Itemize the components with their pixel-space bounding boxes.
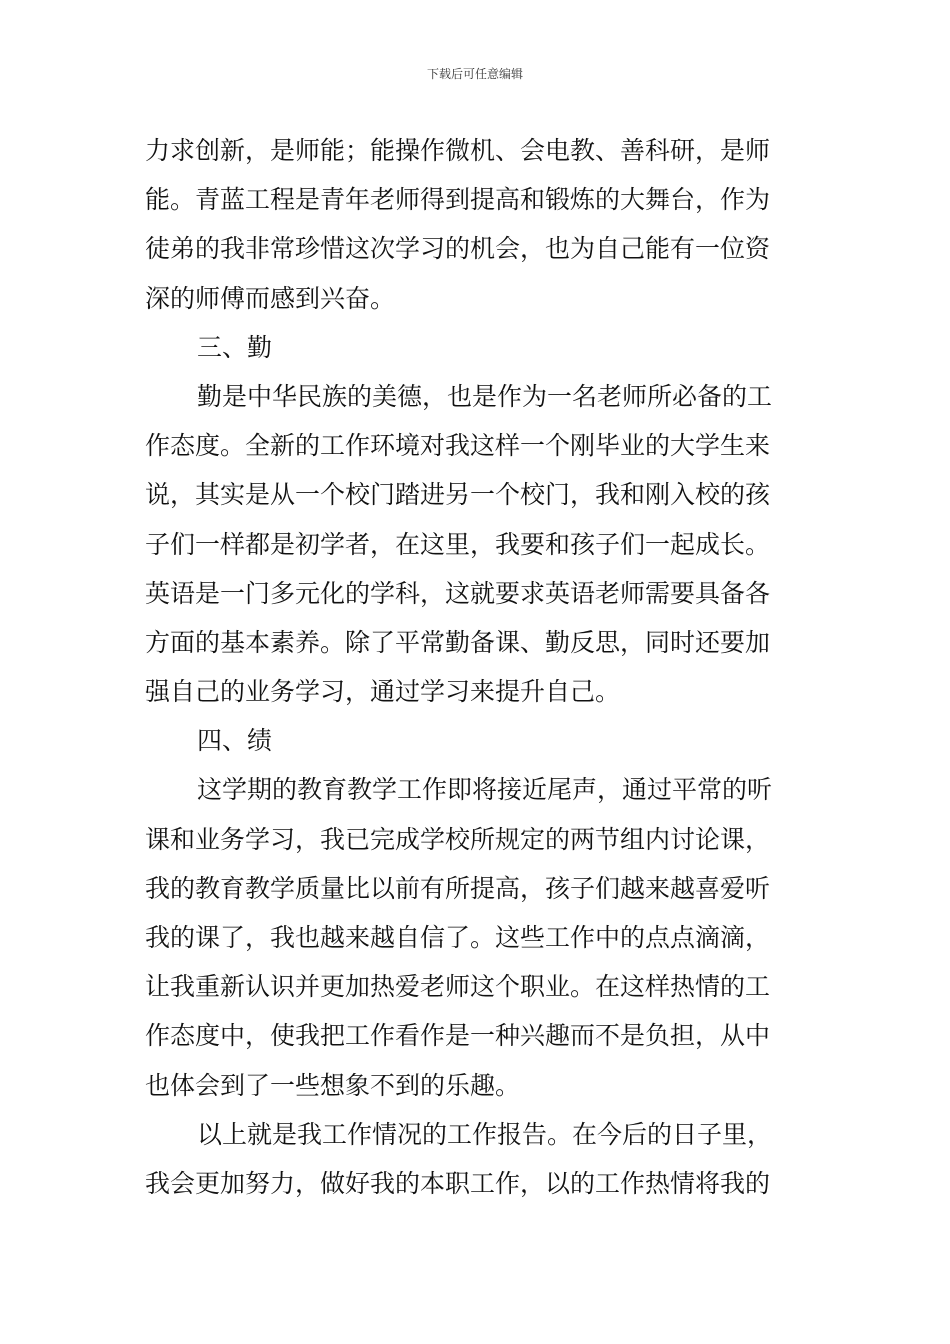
section-heading: 四、绩 — [197, 726, 273, 756]
body-line: 强自己的业务学习，通过学习来提升自己。 — [145, 677, 621, 707]
body-line: 我会更加努力，做好我的本职工作，以的工作热情将我的 — [145, 1168, 771, 1198]
body-line: 作态度。全新的工作环境对我这样一个刚毕业的大学生来 — [145, 431, 771, 461]
document-body — [145, 126, 810, 1208]
body-line: 课和业务学习，我已完成学校所规定的两节组内讨论课， — [145, 824, 771, 854]
page-header: 下载后可任意编辑 — [426, 67, 523, 81]
body-line: 方面的基本素养。除了平常勤备课、勤反思，同时还要加 — [145, 627, 771, 657]
paragraph-first-line: 这学期的教育教学工作即将接近尾声，通过平常的听 — [197, 775, 773, 805]
body-line: 我的课了，我也越来越自信了。这些工作中的点点滴滴， — [145, 923, 771, 952]
body-line: 能。青蓝工程是青年老师得到提高和锻炼的大舞台，作为 — [145, 185, 771, 215]
paragraph-first-line: 勤是中华民族的美德，也是作为一名老师所必备的工 — [197, 381, 773, 411]
body-line: 我的教育教学质量比以前有所提高，孩子们越来越喜爱听 — [145, 873, 771, 903]
body-line: 徒弟的我非常珍惜这次学习的机会，也为自己能有一位资 — [145, 234, 771, 264]
body-line: 英语是一门多元化的学科，这就要求英语老师需要具备各 — [145, 578, 771, 608]
body-line: 力求创新，是师能；能操作微机、会电教、善科研，是师 — [145, 136, 771, 165]
body-line: 说，其实是从一个校门踏进另一个校门，我和刚入校的孩 — [145, 480, 771, 510]
section-heading: 三、勤 — [197, 332, 273, 362]
body-line: 作态度中，使我把工作看作是一种兴趣而不是负担，从中 — [145, 1021, 771, 1051]
paragraph-first-line: 以上就是我工作情况的工作报告。在今后的日子里， — [197, 1119, 773, 1149]
body-line: 也体会到了一些想象不到的乐趣。 — [145, 1070, 521, 1100]
body-line: 子们一样都是初学者，在这里，我要和孩子们一起成长。 — [145, 529, 771, 559]
body-line: 深的师傅而感到兴奋。 — [145, 283, 396, 313]
body-line: 让我重新认识并更加热爱老师这个职业。在这样热情的工 — [145, 972, 771, 1002]
